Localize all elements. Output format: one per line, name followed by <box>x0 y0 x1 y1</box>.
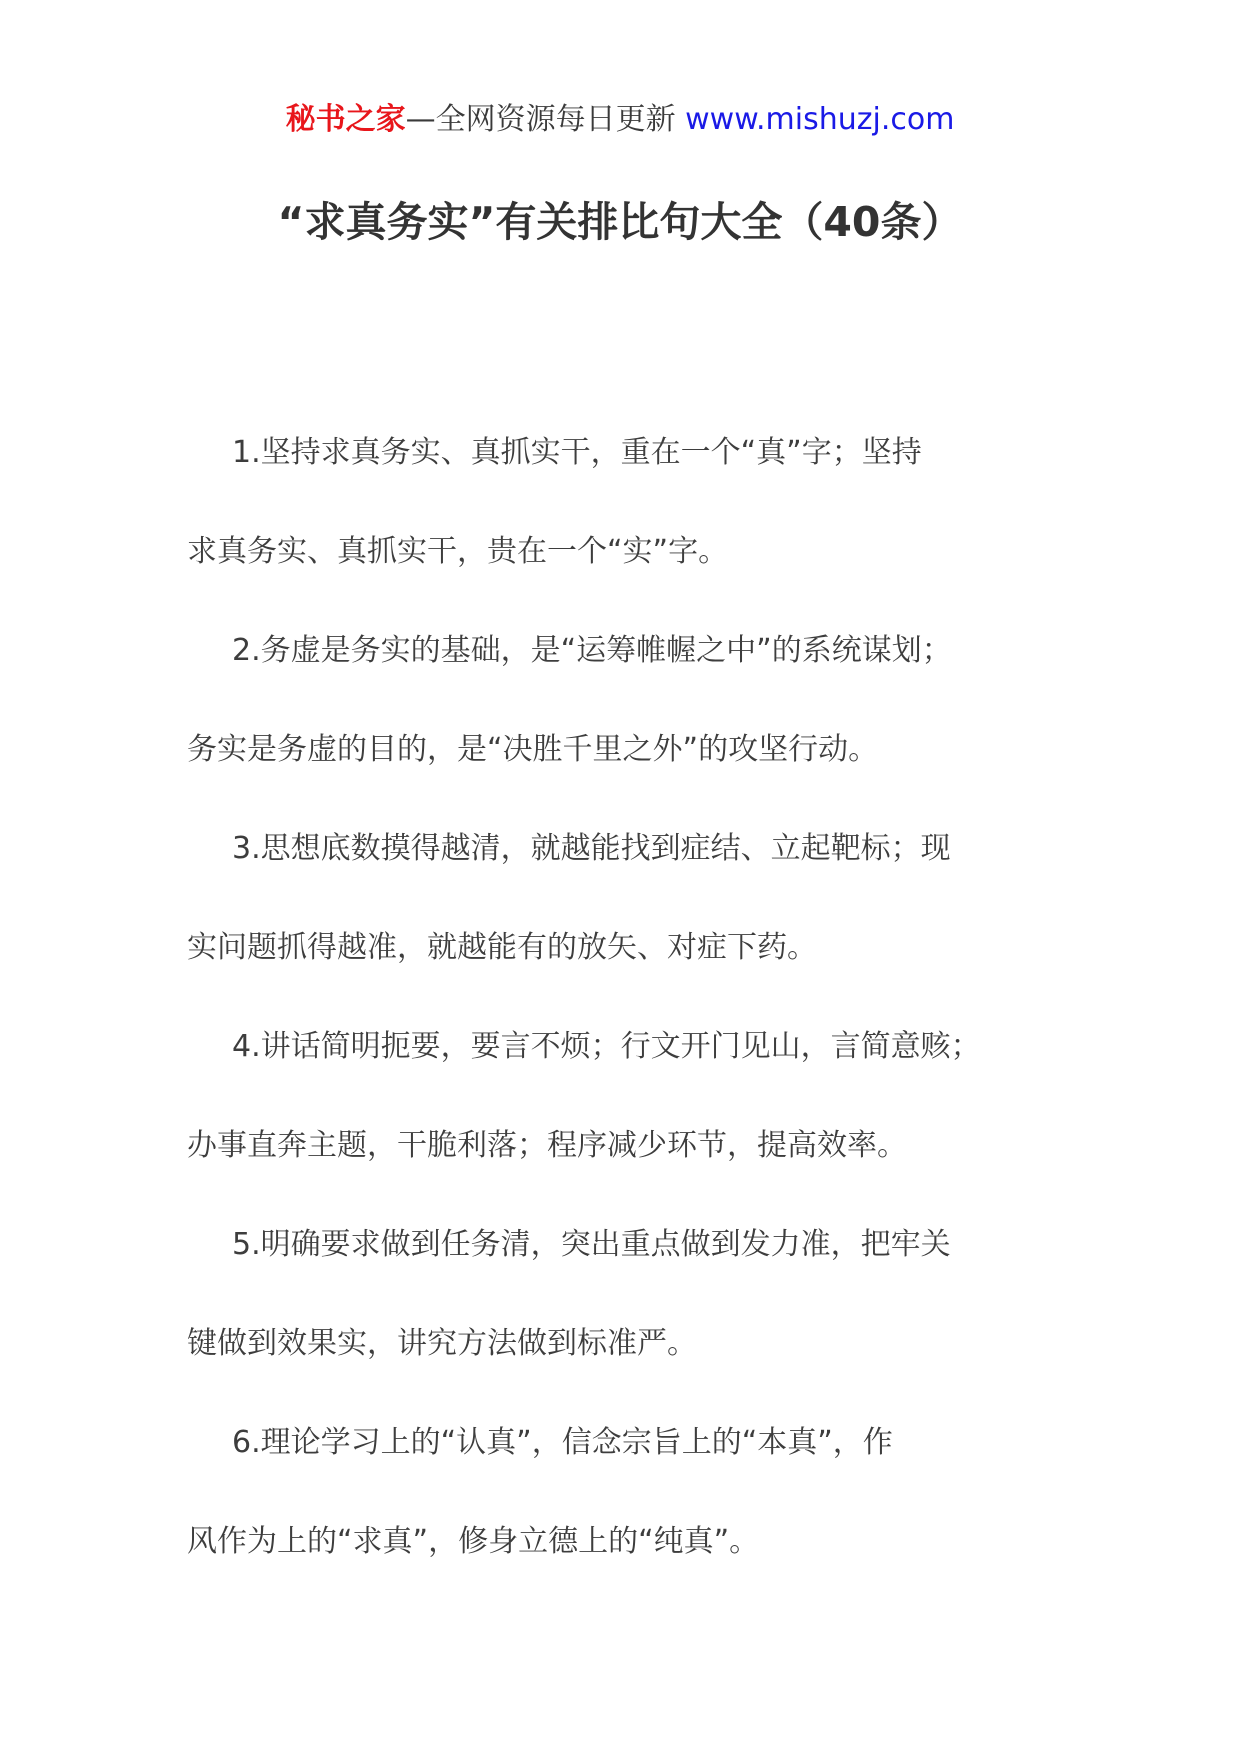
site-header <box>0 100 1240 140</box>
paragraph <box>187 1195 1087 1393</box>
paragraph-line: 2.务虚是务实的基础，是“运筹帷幄之中”的系统谋划； <box>232 633 952 668</box>
paragraph-line: 5.明确要求做到任务清，突出重点做到发力准，把牢关 <box>232 1227 951 1262</box>
document-body <box>187 403 1087 1591</box>
paragraph <box>187 1393 1087 1591</box>
paragraph-line: 6.理论学习上的“认真”，信念宗旨上的“本真”，作 <box>232 1425 893 1460</box>
site-url-link[interactable]: www.mishuzj.com <box>685 102 955 137</box>
document-title: “求真务实”有关排比句大全（40条） <box>277 198 963 246</box>
paragraph <box>187 601 1087 799</box>
paragraph-line: 键做到效果实，讲究方法做到标准严。 <box>187 1326 697 1361</box>
header-tagline: —全网资源每日更新 <box>405 102 686 137</box>
paragraph-line: 3.思想底数摸得越清，就越能找到症结、立起靶标；现 <box>232 831 951 866</box>
paragraph <box>187 403 1087 601</box>
paragraph <box>187 997 1087 1195</box>
paragraph-line: 办事直奔主题，干脆利落；程序减少环节，提高效率。 <box>187 1128 907 1163</box>
paragraph-line: 风作为上的“求真”，修身立德上的“纯真”。 <box>187 1524 760 1559</box>
paragraph-line: 4.讲话简明扼要，要言不烦；行文开门见山，言简意赅； <box>232 1029 981 1064</box>
paragraph-line: 务实是务虚的目的，是“决胜千里之外”的攻坚行动。 <box>187 732 879 767</box>
brand-name: 秘书之家 <box>285 102 406 137</box>
paragraph-line: 求真务实、真抓实干，贵在一个“实”字。 <box>187 534 729 569</box>
paragraph-line: 实问题抓得越准，就越能有的放矢、对症下药。 <box>187 930 817 965</box>
paragraph-line: 1.坚持求真务实、真抓实干，重在一个“真”字；坚持 <box>232 435 922 470</box>
paragraph <box>187 799 1087 997</box>
